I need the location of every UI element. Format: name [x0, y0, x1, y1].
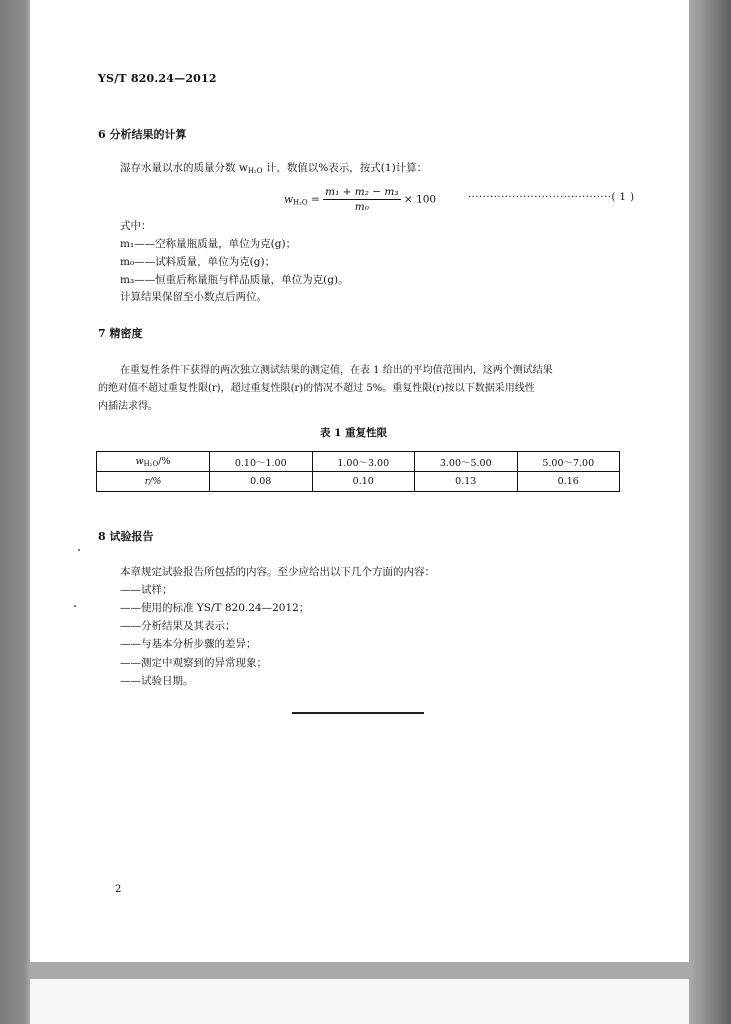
precision-paragraph-line1: 在重复性条件下获得的两次独立测试结果的测定值，在表 1 给出的平均值范围内，这两个测试结果 — [120, 365, 553, 376]
repeatability-table — [96, 451, 620, 492]
list-item: ——试验日期。 — [120, 675, 194, 687]
table-caption: 表 1 重复性限 — [320, 427, 388, 439]
section-6-heading: 6 分析结果的计算 — [98, 128, 187, 141]
table-cell: 0.13 — [415, 472, 518, 492]
list-item: ——试样； — [120, 584, 173, 596]
formula-1: $w_{H_2O}$ = $\frac{\text{m₁ + m₂ − m₃}}{\text{m₀}}$ × 100 — [284, 186, 437, 213]
definition-m0: m₀——试料质量，单位为克(g)； — [120, 256, 276, 268]
rounding-note: 计算结果保留至小数点后两位。 — [120, 291, 267, 303]
report-intro: 本章规定试验报告所包括的内容。至少应给出以下几个方面的内容： — [120, 566, 435, 578]
definition-m1: m₁——空称量瓶质量，单位为克(g)； — [120, 238, 297, 250]
table-row-label: $w_{H_2O}/\%$ — [97, 452, 210, 472]
table-cell: 0.08 — [210, 472, 313, 492]
formula-fraction: $\frac{\text{m₁ + m₂ − m₃}}{\text{m₀}}$ — [325, 186, 399, 213]
standard-id: YS/T 820.24—2012 — [98, 72, 217, 85]
table-cell: 1.00～3.00 — [312, 452, 415, 472]
precision-paragraph-line2: 的绝对值不超过重复性限(r)，超过重复性限(r)的情况不超过 5%。重复性限(r)按以下数据采用线性 — [98, 383, 535, 394]
page-number: 2 — [115, 884, 122, 895]
where-label: 式中： — [120, 220, 152, 232]
table-row — [97, 452, 620, 472]
formula-number: ·······································( 1 ) — [468, 192, 635, 203]
list-item: ——使用的标准 YS/T 820.24—2012； — [120, 602, 310, 614]
table-row — [97, 472, 620, 492]
section-6-intro: 湿存水量以水的质量分数 $w_{H_2O}$ 计，数值以%表示，按式(1)计算： — [120, 162, 428, 175]
table-cell: 3.00～5.00 — [415, 452, 518, 472]
list-item: ——与基本分析步骤的差异； — [120, 638, 257, 650]
table-cell: 0.10～1.00 — [210, 452, 313, 472]
section-7-heading: 7 精密度 — [98, 327, 143, 340]
document-page — [30, 0, 689, 962]
precision-paragraph-line3: 内插法求得。 — [98, 401, 158, 412]
section-8-heading: 8 试验报告 — [98, 530, 154, 543]
list-item: ——分析结果及其表示； — [120, 620, 236, 632]
next-page-edge — [30, 979, 689, 1024]
end-rule — [292, 712, 424, 714]
table-cell: 0.10 — [312, 472, 415, 492]
list-item: ——测定中观察到的异常现象； — [120, 657, 267, 669]
definition-m3: m₃——恒重后称量瓶与样品质量，单位为克(g)。 — [120, 274, 349, 286]
scan-speck — [74, 605, 76, 607]
table-cell: 0.16 — [517, 472, 620, 492]
table-row-label: r/% — [97, 472, 210, 492]
scan-speck — [78, 549, 80, 551]
table-cell: 5.00～7.00 — [517, 452, 620, 472]
